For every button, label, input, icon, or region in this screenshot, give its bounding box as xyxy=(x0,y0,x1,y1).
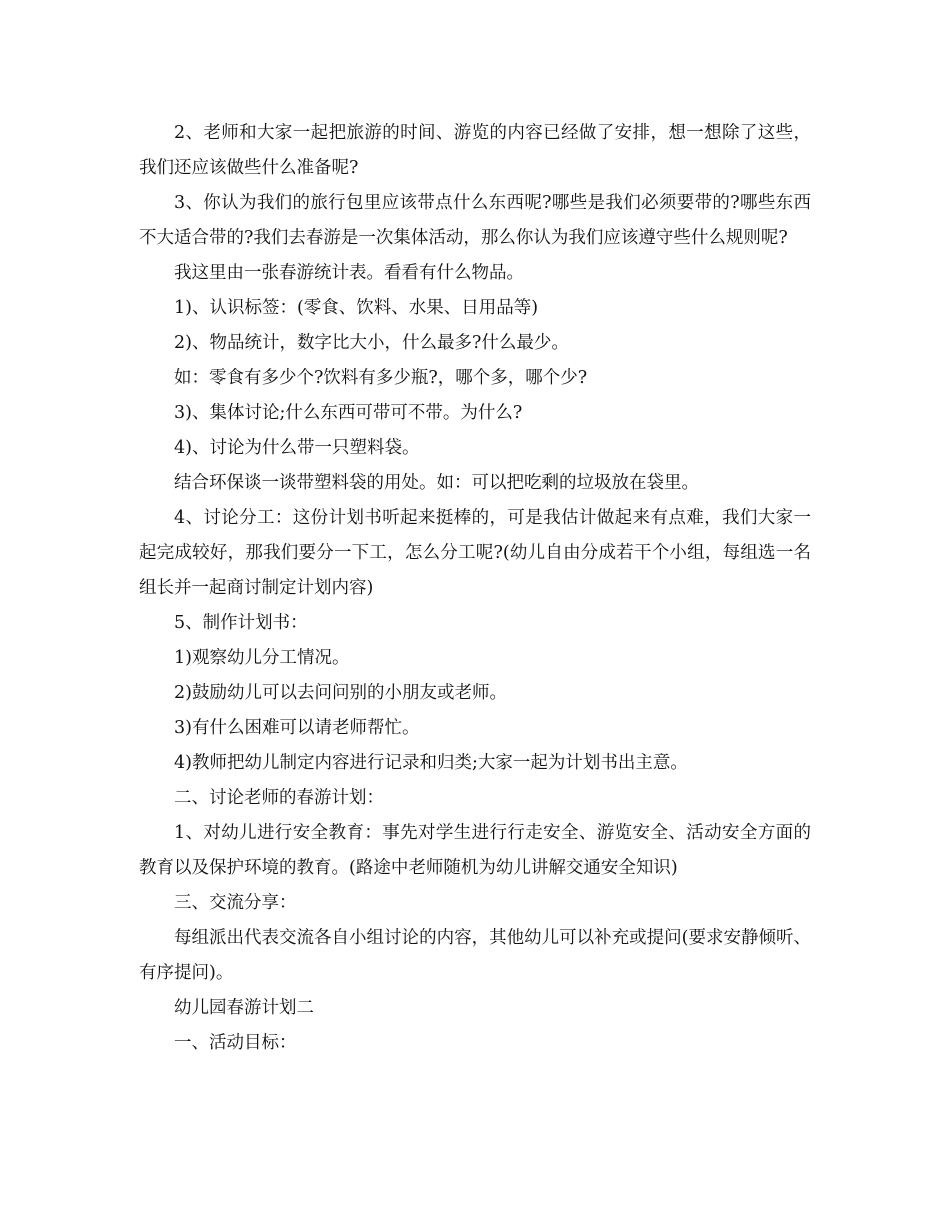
section-heading: 二、讨论老师的春游计划： xyxy=(174,788,384,808)
paragraph: 2)鼓励幼儿可以去问问别的小朋友或老师。 xyxy=(174,683,507,703)
paragraph: 4)、讨论为什么带一只塑料袋。 xyxy=(174,438,420,458)
section-heading: 一、活动目标： xyxy=(174,1033,297,1053)
document-subtitle: 幼儿园春游计划二 xyxy=(174,998,314,1018)
paragraph: 2)、物品统计，数字比大小，什么最多?什么最少。 xyxy=(174,333,569,353)
paragraph: 5、制作计划书： xyxy=(174,613,308,633)
document-body xyxy=(139,116,811,1061)
paragraph: 4、讨论分工：这份计划书听起来挺棒的，可是我估计做起来有点难，我们大家一起完成较好，那我们要分一下工，怎么分工呢?(幼儿自由分成若干个小组，每组选一名组长并一起商讨制定计划内容) xyxy=(139,508,811,598)
paragraph: 我这里由一张春游统计表。看看有什么物品。 xyxy=(174,263,524,283)
paragraph: 1、对幼儿进行安全教育：事先对学生进行行走安全、游览安全、活动安全方面的教育以及保护环境的教育。(路途中老师随机为幼儿讲解交通安全知识) xyxy=(139,823,811,878)
paragraph: 1)观察幼儿分工情况。 xyxy=(174,648,350,668)
paragraph: 结合环保谈一谈带塑料袋的用处。如：可以把吃剩的垃圾放在袋里。 xyxy=(174,473,699,493)
paragraph: 4)教师把幼儿制定内容进行记录和归类;大家一起为计划书出主意。 xyxy=(174,753,688,773)
paragraph: 3)、集体讨论;什么东西可带可不带。为什么? xyxy=(174,403,523,423)
paragraph: 如：零食有多少个?饮料有多少瓶?，哪个多，哪个少? xyxy=(174,368,588,388)
paragraph: 1)、认识标签：(零食、饮料、水果、日用品等) xyxy=(174,298,539,318)
section-heading: 三、交流分享： xyxy=(174,893,297,913)
paragraph: 3、你认为我们的旅行包里应该带点什么东西呢?哪些是我们必须要带的?哪些东西不大适合带的?我们去春游是一次集体活动，那么你认为我们应该遵守些什么规则呢? xyxy=(139,193,811,248)
paragraph: 3)有什么困难可以请老师帮忙。 xyxy=(174,718,420,738)
paragraph: 2、老师和大家一起把旅游的时间、游览的内容已经做了安排，想一想除了这些，我们还应该做些什么准备呢? xyxy=(139,123,811,178)
paragraph: 每组派出代表交流各自小组讨论的内容，其他幼儿可以补充或提问(要求安静倾听、有序提问)。 xyxy=(139,928,811,983)
